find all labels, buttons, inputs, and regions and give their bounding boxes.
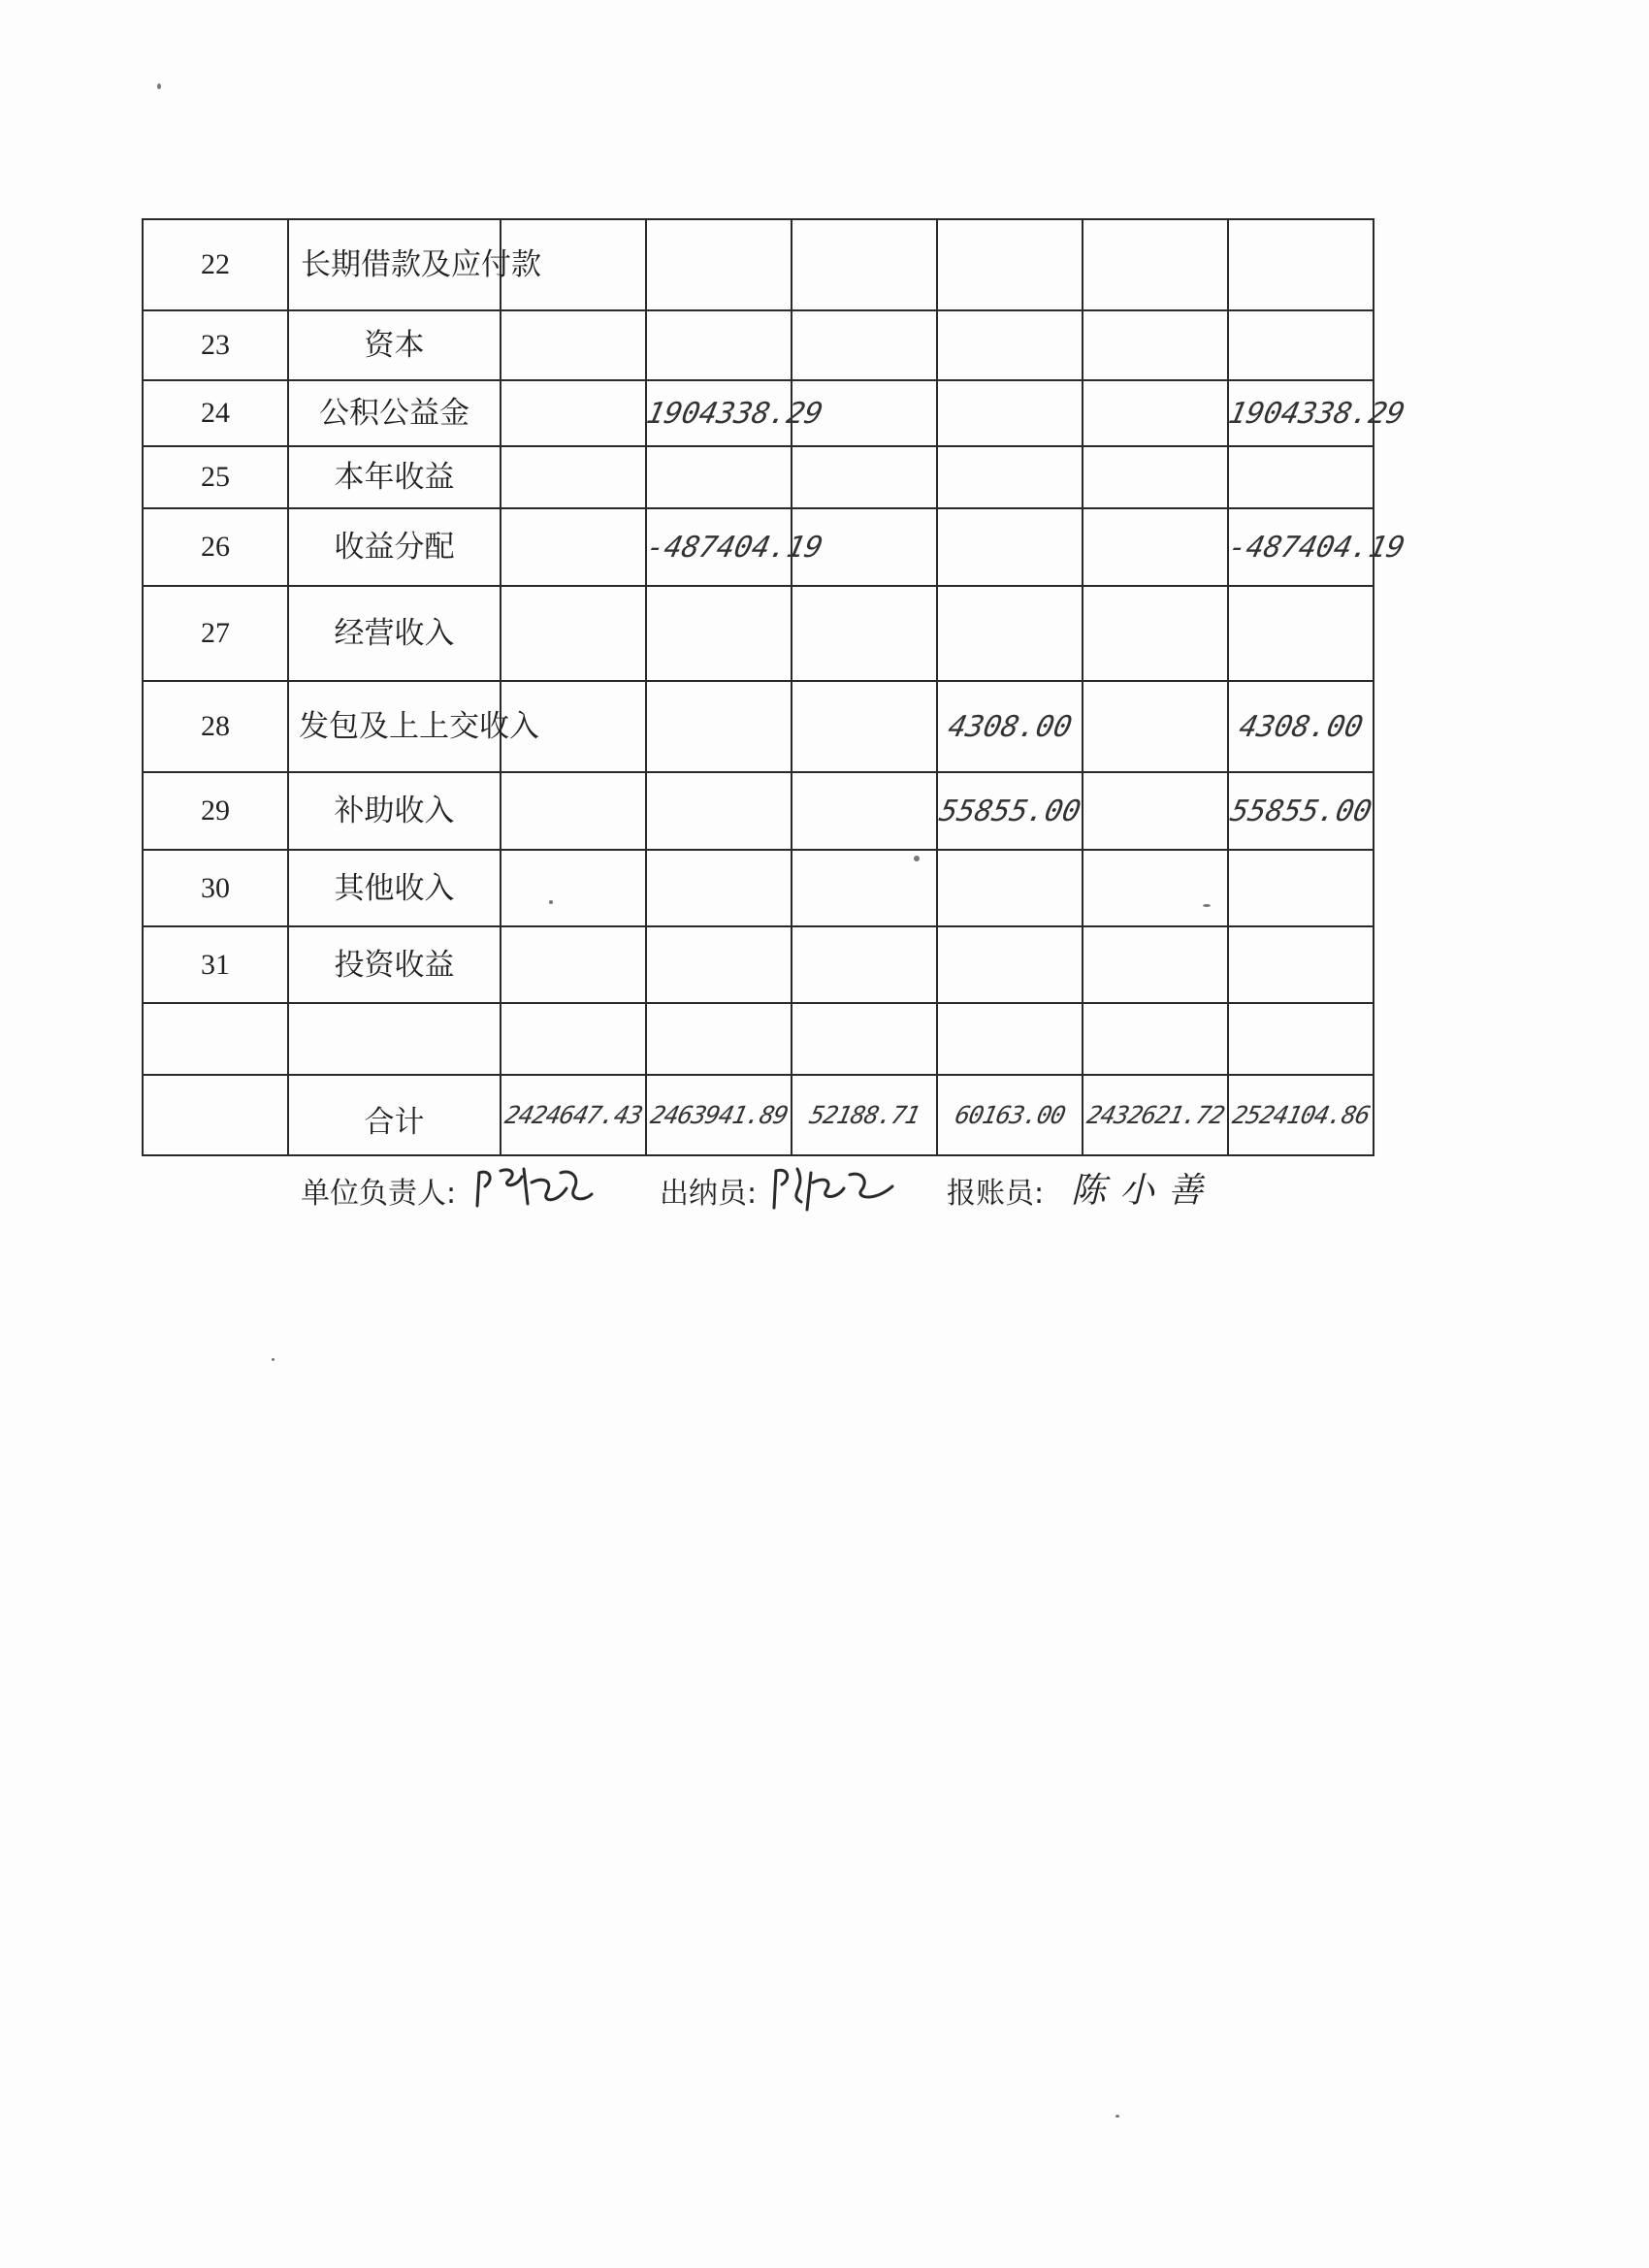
cashier-label: 出纳员: bbox=[660, 1177, 758, 1211]
value-cell bbox=[937, 1003, 1083, 1075]
row-number: 29 bbox=[143, 772, 288, 850]
total-value-cell: 52188.71 bbox=[792, 1075, 937, 1155]
total-value-cell: 2524104.86 bbox=[1228, 1075, 1374, 1155]
value-cell bbox=[792, 772, 937, 850]
value-cell bbox=[646, 681, 792, 772]
unit-head-signature bbox=[473, 1159, 599, 1217]
accountant-label: 报账员: bbox=[947, 1177, 1045, 1211]
table-row bbox=[143, 926, 1374, 1003]
total-label: 合计 bbox=[288, 1075, 501, 1155]
value-cell: 55855.00 bbox=[937, 772, 1083, 850]
item-name: 公积公益金 bbox=[288, 380, 501, 446]
table-row bbox=[143, 772, 1374, 850]
row-number: 30 bbox=[143, 850, 288, 926]
table-row bbox=[143, 380, 1374, 446]
value-cell: 4308.00 bbox=[1228, 681, 1374, 772]
value-cell bbox=[937, 380, 1083, 446]
item-name: 收益分配 bbox=[288, 508, 501, 586]
ledger-table bbox=[142, 218, 1408, 1156]
row-number bbox=[143, 1003, 288, 1075]
value-cell bbox=[792, 926, 937, 1003]
value-cell bbox=[1083, 380, 1228, 446]
value-cell: -487404.19 bbox=[646, 508, 792, 586]
value-cell bbox=[937, 219, 1083, 310]
row-number: 28 bbox=[143, 681, 288, 772]
value-cell bbox=[646, 446, 792, 508]
value-cell bbox=[1083, 446, 1228, 508]
value-cell bbox=[1083, 926, 1228, 1003]
value-cell bbox=[501, 219, 646, 310]
value-cell bbox=[501, 681, 646, 772]
table-row bbox=[143, 850, 1374, 926]
value-cell bbox=[501, 446, 646, 508]
value-cell bbox=[792, 310, 937, 380]
value-cell bbox=[1228, 310, 1374, 380]
row-number bbox=[143, 1075, 288, 1155]
item-name: 其他收入 bbox=[288, 850, 501, 926]
table-row bbox=[143, 1003, 1374, 1075]
value-cell bbox=[937, 446, 1083, 508]
value-cell bbox=[646, 1003, 792, 1075]
item-name: 长期借款及应付款 bbox=[288, 219, 501, 310]
item-name: 资本 bbox=[288, 310, 501, 380]
value-cell bbox=[1228, 850, 1374, 926]
value-cell: -487404.19 bbox=[1228, 508, 1374, 586]
row-number: 22 bbox=[143, 219, 288, 310]
value-cell bbox=[937, 926, 1083, 1003]
value-cell bbox=[646, 926, 792, 1003]
value-cell bbox=[501, 310, 646, 380]
value-cell bbox=[792, 1003, 937, 1075]
table-row bbox=[143, 310, 1374, 380]
total-value-cell: 60163.00 bbox=[937, 1075, 1083, 1155]
row-number: 27 bbox=[143, 586, 288, 681]
value-cell bbox=[646, 586, 792, 681]
value-cell: 4308.00 bbox=[937, 681, 1083, 772]
value-cell bbox=[1083, 219, 1228, 310]
table-row bbox=[143, 508, 1374, 586]
value-cell bbox=[501, 586, 646, 681]
item-name: 经营收入 bbox=[288, 586, 501, 681]
table-row bbox=[143, 446, 1374, 508]
row-number: 23 bbox=[143, 310, 288, 380]
value-cell: 1904338.29 bbox=[1228, 380, 1374, 446]
value-cell bbox=[1228, 446, 1374, 508]
item-name: 发包及上上交收入 bbox=[288, 681, 501, 772]
value-cell bbox=[792, 219, 937, 310]
value-cell bbox=[1083, 850, 1228, 926]
value-cell bbox=[1083, 772, 1228, 850]
value-cell bbox=[501, 926, 646, 1003]
value-cell bbox=[646, 850, 792, 926]
value-cell bbox=[937, 310, 1083, 380]
value-cell bbox=[646, 219, 792, 310]
value-cell bbox=[1083, 681, 1228, 772]
value-cell bbox=[792, 380, 937, 446]
table-row bbox=[143, 586, 1374, 681]
total-row bbox=[143, 1075, 1374, 1155]
unit-head-label: 单位负责人: bbox=[301, 1177, 457, 1211]
item-name bbox=[288, 1003, 501, 1075]
table-row bbox=[143, 219, 1374, 310]
row-number: 31 bbox=[143, 926, 288, 1003]
value-cell bbox=[1083, 310, 1228, 380]
value-cell bbox=[501, 508, 646, 586]
value-cell bbox=[501, 1003, 646, 1075]
value-cell bbox=[1228, 1003, 1374, 1075]
value-cell: 1904338.29 bbox=[646, 380, 792, 446]
table-row bbox=[143, 681, 1374, 772]
total-value-cell: 2424647.43 bbox=[501, 1075, 646, 1155]
signature-footer bbox=[0, 1169, 1649, 1227]
item-name: 补助收入 bbox=[288, 772, 501, 850]
total-value-cell: 2432621.72 bbox=[1083, 1075, 1228, 1155]
row-number: 24 bbox=[143, 380, 288, 446]
value-cell bbox=[501, 772, 646, 850]
item-name: 本年收益 bbox=[288, 446, 501, 508]
value-cell bbox=[1228, 586, 1374, 681]
value-cell bbox=[501, 380, 646, 446]
value-cell bbox=[937, 508, 1083, 586]
value-cell bbox=[1083, 508, 1228, 586]
value-cell bbox=[1228, 926, 1374, 1003]
value-cell bbox=[1228, 219, 1374, 310]
value-cell bbox=[501, 850, 646, 926]
accountant-signature: 陈小善 bbox=[1071, 1171, 1217, 1211]
value-cell bbox=[792, 508, 937, 586]
value-cell: 55855.00 bbox=[1228, 772, 1374, 850]
value-cell bbox=[646, 772, 792, 850]
item-name: 投资收益 bbox=[288, 926, 501, 1003]
row-number: 26 bbox=[143, 508, 288, 586]
row-number: 25 bbox=[143, 446, 288, 508]
total-value-cell: 2463941.89 bbox=[646, 1075, 792, 1155]
value-cell bbox=[792, 586, 937, 681]
value-cell bbox=[937, 850, 1083, 926]
value-cell bbox=[646, 310, 792, 380]
value-cell bbox=[792, 446, 937, 508]
cashier-signature bbox=[768, 1159, 904, 1217]
value-cell bbox=[1083, 586, 1228, 681]
value-cell bbox=[1083, 1003, 1228, 1075]
value-cell bbox=[792, 681, 937, 772]
value-cell bbox=[937, 586, 1083, 681]
